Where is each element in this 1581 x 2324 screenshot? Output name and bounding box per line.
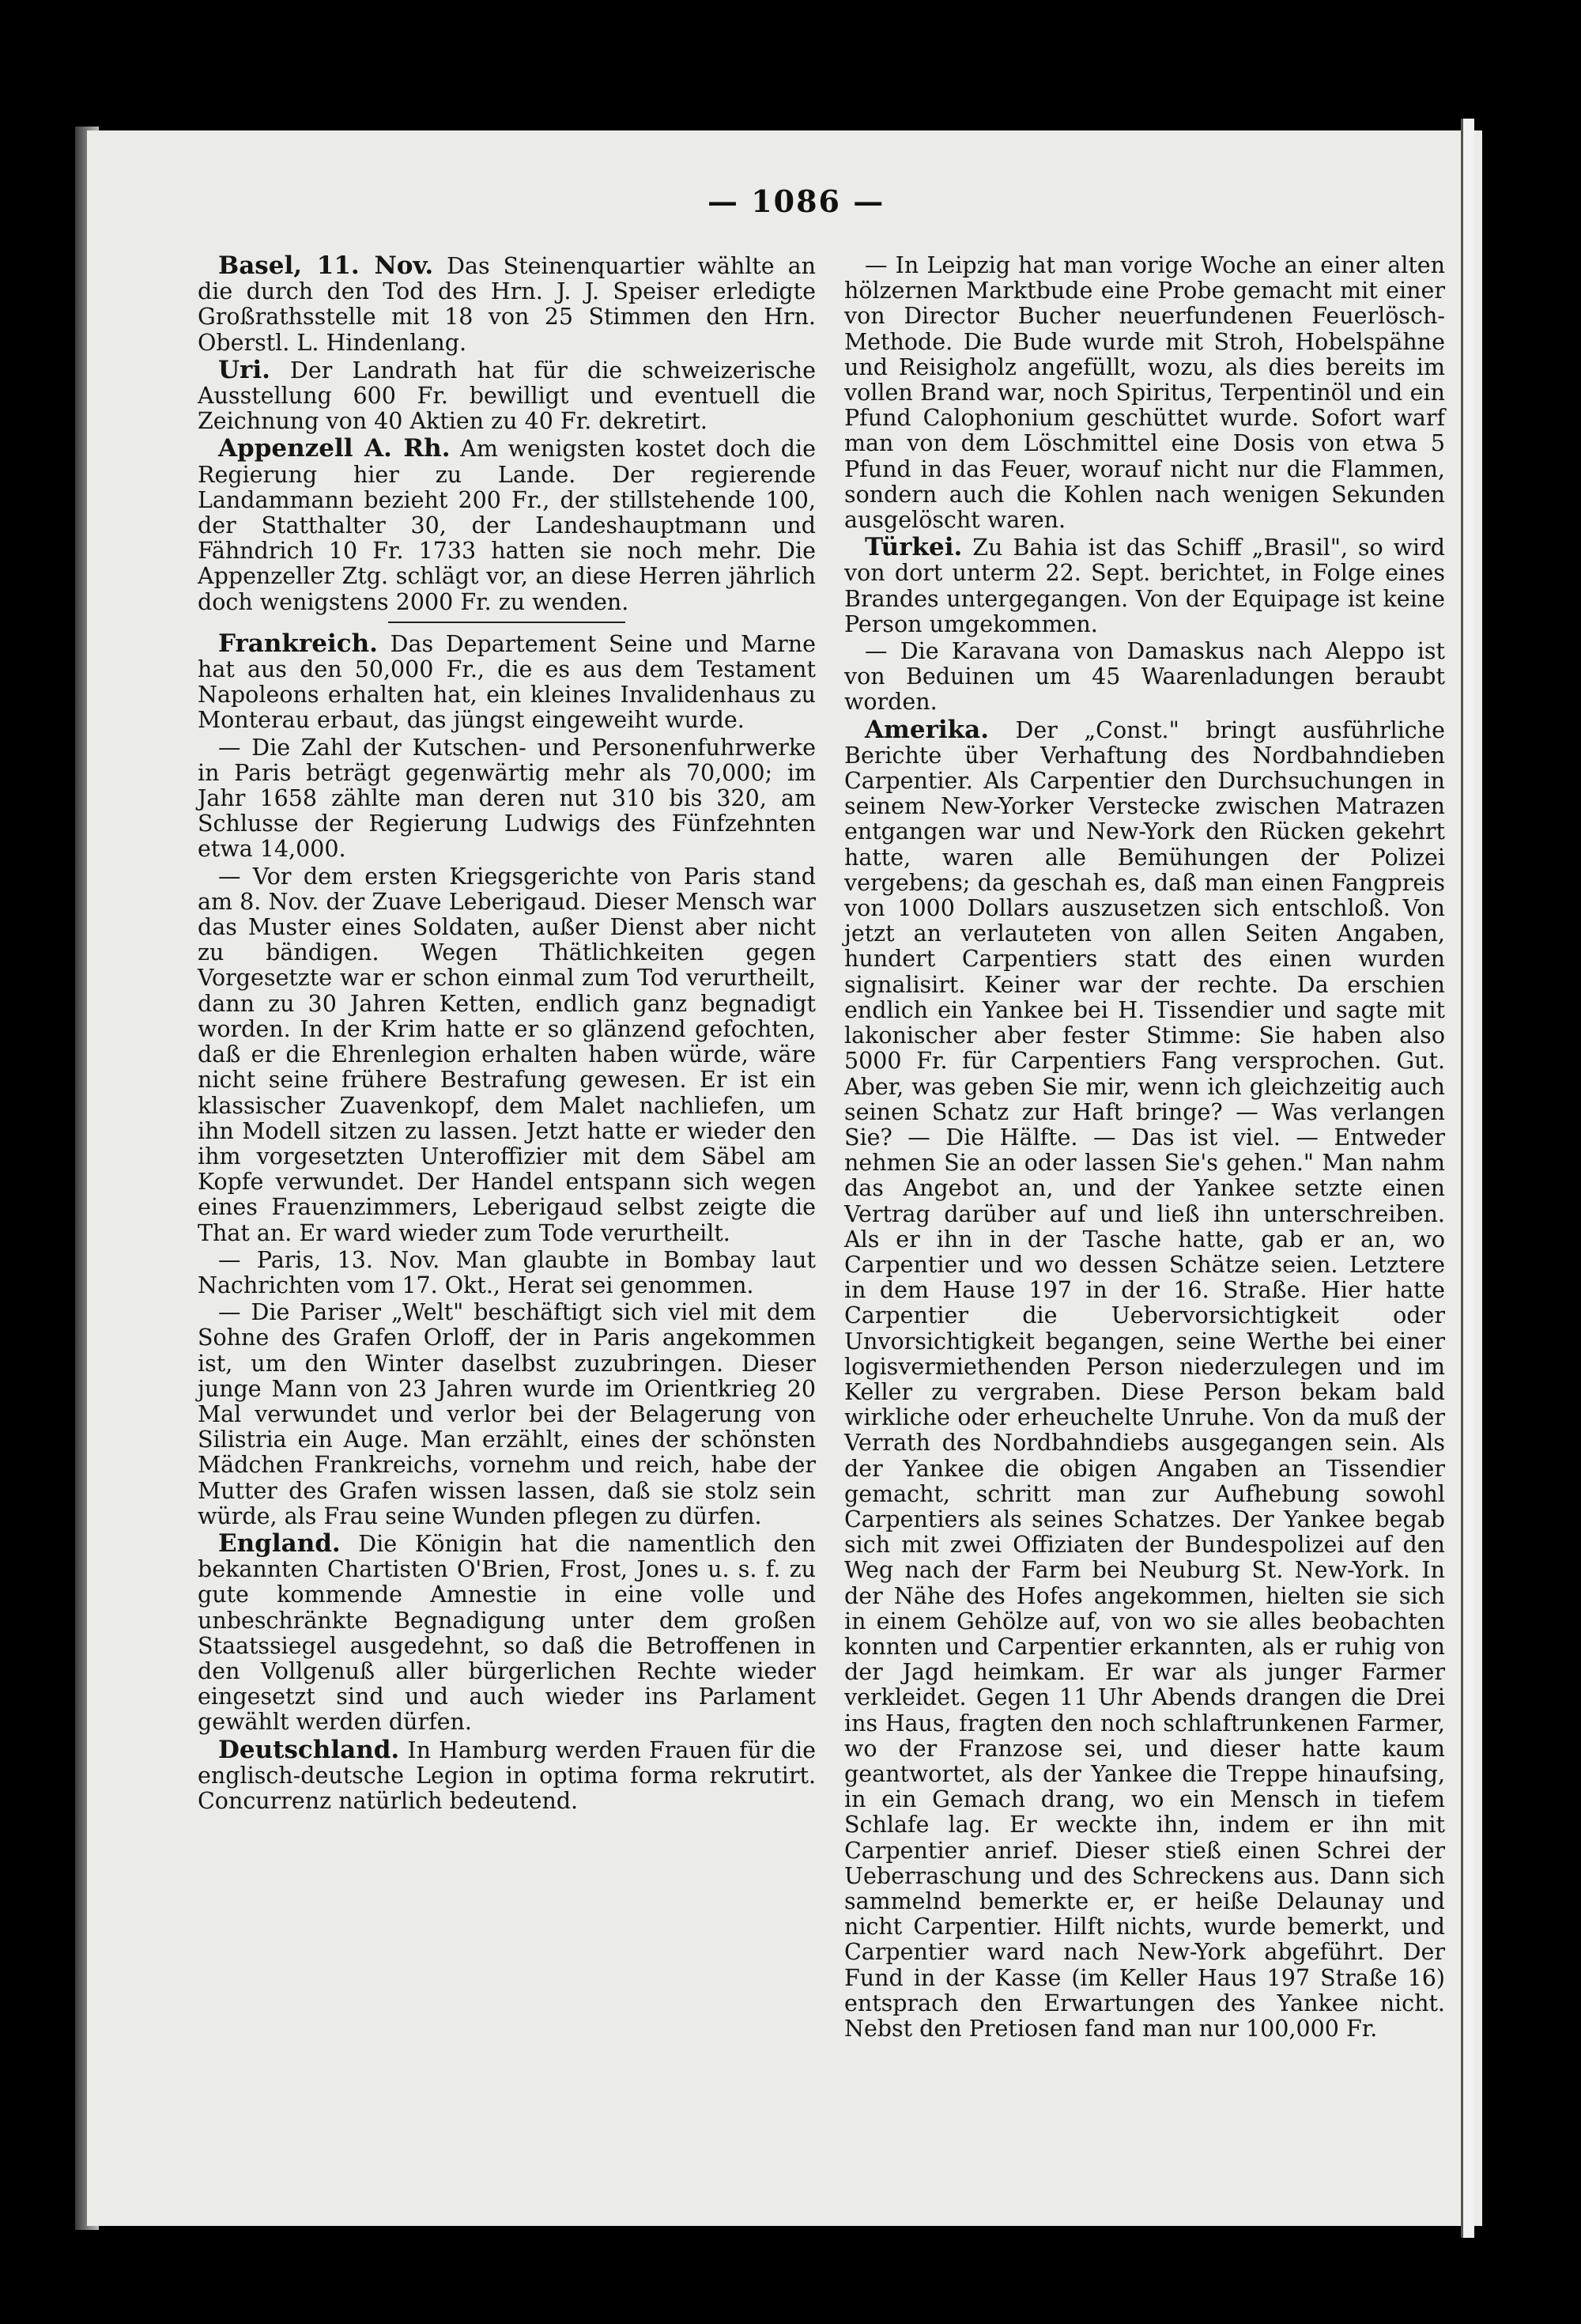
article-text: — Vor dem ersten Kriegsgerichte von Paris stand am 8. Nov. der Zuave Leberigaud. Dieser Mensch war das Muster eines Soldaten, außer Dienst aber nicht zu bändigen. Wegen Thätlichkeiten gegen Vorgesetzte war er schon einmal zum Tod verurtheilt, dann zu 30 Jahren Ketten, endlich ganz begnadigt worden. In der Krim hatte er so glänzend gefochten, daß er die Ehrenlegion erhalten haben würde, wäre nicht seine frühere Bestrafung gewesen. Er ist ein klassischer Zuavenkopf, dem Malet nachliefen, um ihn Modell sitzen zu lassen. Jetzt hatte er wieder den ihm vorgesetzten Unteroffizier mit dem Säbel am Kopfe verwundet. Der Handel entspann sich wegen eines Frauenzimmers, Leberigaud selbst zeigte die That an. Er ward wieder zum Tode verurtheilt. (198, 863, 816, 1246)
article-heading: Basel, 11. Nov. (218, 251, 434, 280)
article-text: Das Steinenquartier wählte an die durch den Tod des Hrn. J. J. Speiser erledigte Großrathsstelle mit 18 von 25 Stimmen den Hrn. Oberstl. L. Hindenlang. (198, 253, 816, 356)
article-paragraph (198, 357, 816, 435)
article-paragraph (198, 631, 816, 734)
page-edge-right (1461, 119, 1474, 2238)
article-text: Zu Bahia ist das Schiff „Brasil", so wird von dort unterm 22. Sept. berichtet, in Folge eines Brandes untergegangen. Von der Equipage ist keine Person umgekommen. (844, 535, 1445, 637)
left-block-swiss-news (198, 253, 816, 615)
article-paragraph (198, 253, 816, 356)
article-paragraph (198, 1531, 816, 1736)
article-text: Die Königin hat die namentlich den bekannten Chartisten O'Brien, Frost, Jones u. s. f. zu gute kommende Amnestie in eine volle und unbeschränkte Begnadigung unter dem großen Staatssiegel ausgedehnt, so daß die Betroffenen in den Vollgenuß aller bürgerlichen Rechte wieder eingesetzt sind und auch wieder ins Parlament gewählt werden dürfen. (198, 1530, 816, 1736)
article-paragraph (844, 717, 1445, 2042)
article-text: Am wenigsten kostet doch die Regierung hier zu Lande. Der regierende Landammann bezieht 200 Fr., der stillstehende 100, der Statthalter 30, der Landeshauptmann und Fähndrich 10 Fr. 1733 hatten sie noch mehr. Die Appenzeller Ztg. schlägt vor, an diese Herren jährlich doch wenigstens 2000 Fr. zu wenden. (198, 436, 816, 615)
article-text: Der Landrath hat für die schweizerische Ausstellung 600 Fr. bewilligt und eventuell die Zeichnung von 40 Aktien zu 40 Fr. dekretirt. (198, 357, 816, 435)
article-paragraph (198, 1300, 816, 1529)
right-block-news (844, 253, 1445, 2042)
article-text: Das Departement Seine und Marne hat aus den 50,000 Fr., die es aus dem Testament Napoleons erhalten hat, ein kleines Invalidenhaus zu Monterau erbaut, das jüngst eingeweiht wurde. (198, 630, 816, 734)
article-heading: Deutschland. (218, 1735, 400, 1764)
article-paragraph (198, 436, 816, 614)
article-text: — Die Zahl der Kutschen- und Personenfuhrwerke in Paris beträgt gegenwärtig mehr als 70,000; im Jahr 1658 zählte man deren nut 310 bis 320, am Schlusse der Regierung Ludwigs des Fünfzehnten etwa 14,000. (198, 734, 816, 863)
article-text: Der „Const." bringt ausführliche Berichte über Verhaftung des Nordbahndieben Carpentier. Als Carpentier den Durchsuchungen in seinem New-Yorker Verstecke zwischen Matrazen entgangen war und New-York den Rücken gekehrt hatte, waren alle Bemühungen der Polizei vergebens; da geschah es, daß man einen Fangpreis von 1000 Dollars auszusetzen sich entschloß. Von jetzt an verlauteten von allen Seiten Angaben, hundert Carpentiers statt des einen wurden signalisirt. Keiner war der rechte. Da erschien endlich ein Yankee bei H. Tissendier und sagte mit lakonischer aber fester Stimme: Sie haben also 5000 Fr. für Carpentiers Fang versprochen. Gut. Aber, was geben Sie mir, wenn ich gleichzeitig auch seinen Schatz zur Haft bringe? — Was verlangen Sie? — Die Hälfte. — Das ist viel. — Entweder nehmen Sie an oder lassen Sie's gehen." Man nahm das Angebot an, und der Yankee setzte einen Vertrag darüber auf und ließ ihn unterschreiben. Als er ihn in der Tasche hatte, gab er an, wo Carpentier und wo dessen Schätze seien. Letztere in dem Hause 197 in der 16. Straße. Hier hatte Carpentier die Uebervorsichtigkeit oder Unvorsichtigkeit begangen, seine Werthe bei einer logisvermiethenden Person niederzulegen und im Keller zu vergraben. Diese Person bekam bald wirkliche oder erheuchelte Unruhe. Von da muß der Verrath des Nordbahndiebs ausgegangen sein. Als der Yankee die obigen Angaben an Tissendier gemacht, schritt man zur Aufhebung sowohl Carpentiers als seines Schatzes. Der Yankee begab sich mit zwei Offiziaten der Bundespolizei auf den Weg nach der Farm bei Neuburg St. New-York. In der Nähe des Hofes angekommen, hielten sie sich in einem Gehölze auf, von wo sie alles beobachten konnten und Carpentier erkannten, als er ruhig von der Jagd heimkam. Er war als junger Farmer verkleidet. Gegen 11 Uhr Abends drangen die Drei ins Haus, fragten den noch schlaftrunkenen Farmer, wo der Franzose sei, und dieser hatte kaum geantwortet, als der Yankee die Treppe hinaufsing, in ein Gemach drang, wo ein Mensch in tiefem Schlafe lag. Er weckte ihn, indem er ihn mit Carpentier anrief. Dieser stieß einen Schrei der Ueberraschung und des Schreckens aus. Dann sich sammelnd bemerkte er, er heiße Delaunay und nicht Carpentier. Hilft nichts, wurde bemerkt, und Carpentier ward nach New-York abgeführt. Der Fund in der Kasse (im Keller Haus 197 Straße 16) entsprach den Erwartungen des Yankee nicht. Nebst den Pretiosen fand man nur 100,000 Fr. (844, 716, 1445, 2042)
article-paragraph (198, 1737, 816, 1815)
article-heading: Uri. (218, 355, 270, 384)
article-paragraph (844, 253, 1445, 533)
page-number: — 1086 — (707, 183, 885, 219)
article-heading: Amerika. (865, 715, 990, 744)
right-column (844, 253, 1445, 2043)
article-paragraph (844, 639, 1445, 716)
article-paragraph (198, 864, 816, 1246)
article-text: — Die Pariser „Welt" beschäftigt sich viel mit dem Sohne des Grafen Orloff, der in Paris angekommen ist, um den Winter daselbst zuzubringen. Dieser junge Mann von 23 Jahren wurde im Orientkrieg 20 Mal verwundet und verlor bei der Belagerung von Silistria ein Auge. Man erzählt, eines der schönsten Mädchen Frankreichs, vornehm und reich, habe der Mutter des Grafen wissen lassen, daß sie stolz sein würde, als Frau seine Wunden pflegen zu dürfen. (198, 1299, 816, 1529)
article-heading: England. (218, 1529, 341, 1558)
article-heading: Frankreich. (218, 629, 378, 658)
article-paragraph (844, 535, 1445, 637)
section-divider (388, 622, 625, 623)
left-block-foreign-news (198, 631, 816, 1814)
article-heading: Appenzell A. Rh. (218, 434, 451, 463)
article-text: — In Leipzig hat man vorige Woche an einer alten hölzernen Marktbude eine Probe gemacht mit einer von Director Bucher neuerfundenen Feuerlösch-Methode. Die Bude wurde mit Stroh, Hobelspähne und Reisigholz angefüllt, wozu, als dies bereits im vollen Brand war, noch Spiritus, Terpentinöl und ein Pfund Calophonium geschüttet wurde. Sofort warf man von dem Löschmittel eine Dosis von etwa 5 Pfund in das Feuer, worauf nicht nur die Flammen, sondern auch die Kohlen nach wenigen Sekunden ausgelöscht waren. (844, 252, 1445, 534)
article-text: In Hamburg werden Frauen für die englisch-deutsche Legion in optima forma rekrutirt. Concurrenz natürlich bedeutend. (198, 1736, 816, 1814)
article-paragraph (198, 1248, 816, 1298)
article-text: — Paris, 13. Nov. Man glaubte in Bombay laut Nachrichten vom 17. Okt., Herat sei genommen. (198, 1246, 816, 1298)
left-column (198, 253, 816, 1816)
article-heading: Türkei. (865, 533, 963, 562)
article-text: — Die Karavana von Damaskus nach Aleppo ist von Beduinen um 45 Waarenladungen beraubt worden. (844, 638, 1445, 716)
article-paragraph (198, 735, 816, 863)
